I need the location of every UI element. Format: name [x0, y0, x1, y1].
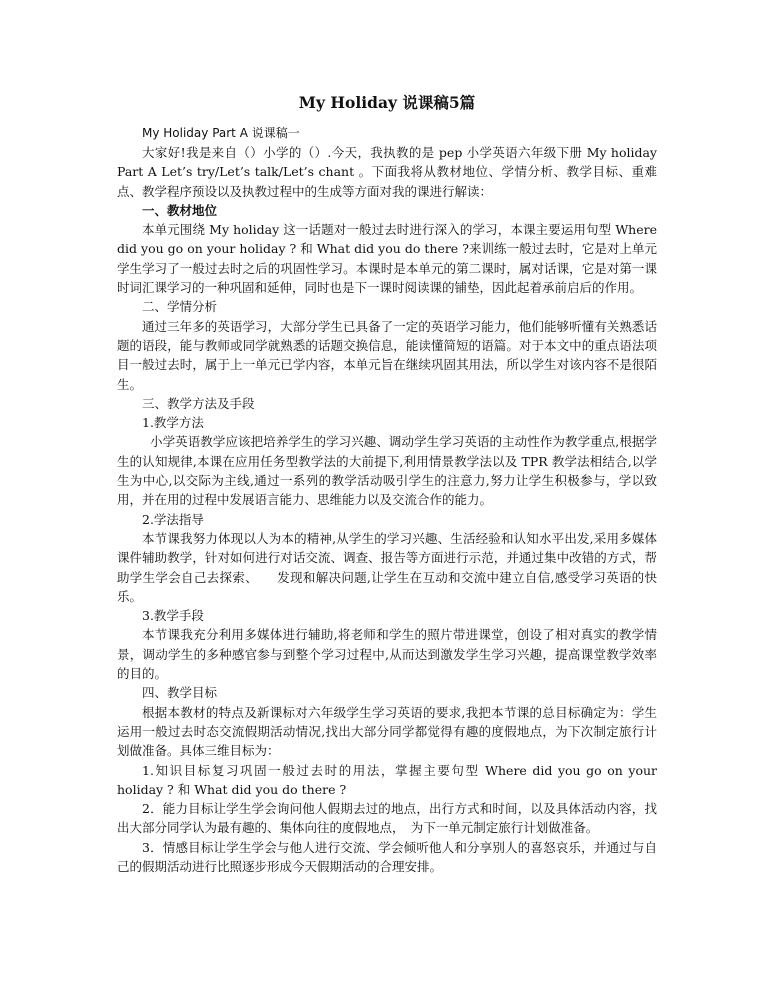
subheading-teaching-method: 1.教学方法	[142, 415, 204, 431]
study-guidance-paragraph: 本节课我努力体现以人为本的精神,从学生的学习兴趣、生活经验和认知水平出发,采用多媒体课件辅助教学，针对如何进行对话交流、调查、报告等方面进行示范，并通过集中改错的方式，帮助学生学会自己去探索、 发现和解决问题,让学生在互动和交流中建立自信,感受学习英语的快乐。	[117, 530, 657, 604]
teaching-means-paragraph: 本节课我充分利用多媒体进行辅助,将老师和学生的照片带进课堂，创设了相对真实的教学情景，调动学生的多种感官参与到整个学习过程中,从而达到激发学生学习兴趣，提高课堂教学效率的目的。	[117, 627, 657, 682]
section-heading-objectives: 四、教学目标	[142, 685, 218, 701]
subheading-teaching-means: 3.教学手段	[142, 608, 204, 624]
section-heading-methods: 三、教学方法及手段	[142, 395, 255, 411]
objectives-paragraph: 根据本教材的特点及新课标对六年级学生学习英语的要求,我把本节课的总目标确定为：学生运用一般过去时态交流假期活动情况,找出大部分同学都觉得有趣的度假地点，为下次制定旅行计划做准备。具体三维目标为：	[117, 704, 657, 759]
document-subtitle: My Holiday Part A 说课稿一	[142, 126, 300, 140]
intro-paragraph: 大家好!我是来自（）小学的（）.今天，我执教的是 pep 小学英语六年级下册 My holiday Part A Let’s try/Let’s talk/Let’s chant 。下面我将从教材地位、学情分析、教学目标、重难点、教学程序预设以及执教过程中的生成等方面对我的课进行解读：	[117, 145, 657, 199]
knowledge-objective-item: 1.知识目标复习巩固一般过去时的用法，掌握主要句型 Where did you go on your holiday ? 和 What did you do there ?	[117, 762, 657, 797]
textbook-position-paragraph: 本单元围绕 My holiday 这一话题对一般过去时进行深入的学习，本课主要运用句型 Where did you go on your holiday ? 和 What did you do there ?来训练一般过去时，它是对上单元学生学习了一般过去时之后的巩固性学习。本课时是本单元的第二课时，属对话课，它是对第一课时词汇课学习的一种巩固和延伸，同时也是下一课时阅读课的铺垫，因此起着承前启后的作用。	[117, 222, 657, 296]
ability-objective-item: 2．能力目标让学生学会询问他人假期去过的地点，出行方式和时间，以及具体活动内容，找出大部分同学认为最有趣的、集体向往的度假地点， 为下一单元制定旅行计划做准备。	[117, 801, 657, 836]
emotion-objective-item: 3．情感目标让学生学会与他人进行交流、学会倾听他人和分享别人的喜怒哀乐，并通过与自己的假期活动进行比照逐步形成今天假期活动的合理安排。	[117, 839, 657, 874]
teaching-method-paragraph: 小学英语教学应该把培养学生的学习兴趣、调动学生学习英语的主动性作为教学重点,根据学生的认知规律,本课在应用任务型教学法的大前提下,利用情景教学法以及 TPR 教学法相结合,以学生为中心,以交际为主线,通过一系列的教学活动吸引学生的注意力,努力让学生积极参与，学以致用，并在用的过程中发展语言能力、思维能力以及交流合作的能力。	[117, 434, 657, 508]
section-heading-textbook-position: 一、教材地位	[142, 202, 218, 218]
document-page	[117, 92, 657, 876]
subheading-study-guidance: 2.学法指导	[142, 511, 204, 527]
document-title: My Holiday 说课稿5篇	[298, 93, 476, 112]
learner-analysis-paragraph: 通过三年多的英语学习，大部分学生已具备了一定的英语学习能力，他们能够听懂有关熟悉话题的语段，能与教师或同学就熟悉的话题交换信息，能读懂简短的语篇。对于本文中的重点语法项目一般过去时，属于上一单元已学内容，本单元旨在继续巩固其用法，所以学生对该内容不是很陌生。	[117, 318, 657, 392]
section-heading-learner-analysis: 二、学情分析	[142, 299, 218, 315]
